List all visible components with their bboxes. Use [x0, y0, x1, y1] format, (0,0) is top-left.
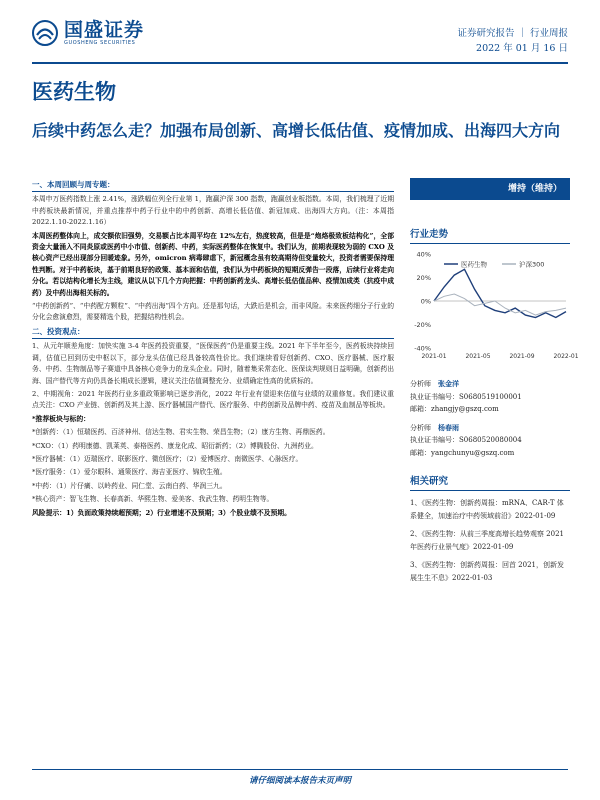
y-tick-label: -20% — [414, 321, 431, 329]
trend-title: 行业走势 — [410, 226, 570, 244]
pick-item: *中药：（1）片仔癀、以岭药业、同仁堂、云南白药、华润三九。 — [32, 481, 227, 490]
related-item[interactable]: 1、《医药生物：创新药周报：mRNA、CAR-T 体系健全，加速治疗中药领域前沿》2022-01-09 — [410, 499, 564, 520]
header-meta — [457, 26, 568, 56]
report-title: 后续中药怎么走？加强布局创新、高增长低估值、疫情加成、出海四大方向 — [32, 121, 561, 140]
analyst-2 — [410, 422, 570, 435]
y-tick-label: 20% — [416, 274, 431, 282]
report-type: 证券研究报告 ｜ 行业周报 — [457, 28, 568, 39]
header-divider — [32, 62, 568, 64]
rating-badge: 增持（维持） — [410, 178, 570, 200]
analyst-label: 分析师 — [410, 423, 431, 432]
related-item[interactable]: 2、《医药生物：从前三季度高增长趋势观察 2021 年医药行业景气度》2022-01-09 — [410, 530, 564, 551]
legend-label: 医药生物 — [461, 260, 487, 269]
y-tick-label: 40% — [416, 250, 431, 259]
section-heading-views: 二、投资观点： — [32, 326, 394, 339]
y-tick-label: -40% — [414, 344, 431, 353]
views-paragraph-1: 1、从元年顺差角度：加快实施 3-4 年医药投资重要，“医保医药”仍是重要主线。2021 年下半年至今，医药板块持续回调，估值已回到历史中枢以下，部分龙头估值已经具备较高性价比。我们继续看好创新药、CXO、医疗器械、医疗服务、中药、生物制品等子赛道中具备核心竞争力的龙头企业。同时，随着集采常态化、医保谈判规则日益明确，创新药出海、国产替代等方向仍具备长期成长逻辑，建议关注估值调整充分、业绩确定性高的优质标的。 — [32, 342, 394, 385]
industry-trend-chart — [410, 248, 579, 368]
analyst-1 — [410, 378, 570, 391]
y-tick-label: 0% — [420, 297, 431, 306]
report-header — [0, 0, 600, 60]
related-item[interactable]: 3、《医药生物：创新药周报：回首 2021，创新发展生生不息》2022-01-03 — [410, 561, 564, 582]
review-paragraph-3: “中药创新药”、“中药配方颗粒”、“中药出海”四个方向。还是那句话，大跌后是机会，而非风险。未来医药细分子行业的分化会愈演愈烈，需要精选个股，把握结构性机会。 — [32, 302, 394, 322]
analyst-name: 张金洋 — [438, 379, 459, 388]
x-tick-label: 2021-01 — [421, 353, 447, 360]
series-line-pharma — [434, 269, 566, 317]
footer-disclaimer: 请仔细阅读本报告末页声明 — [248, 776, 351, 786]
brand-name-cn: 国盛证券 — [64, 19, 145, 41]
review-paragraph-1: 本周申万医药指数上涨 2.41%，涨跌幅位列全行业第 1，跑赢沪深 300 指数，跑赢创业板指数。本周，我们梳理了近期中药板块最新情况，并重点推荐中药子行业中的中药创新、高增长低估值、新冠加成、出海四大方向。（注：本周指 2022.1.10-2022.1.16） — [32, 195, 394, 227]
pick-item: *医疗服务：（1）爱尔眼科、通策医疗、海吉亚医疗、锦欣生殖。 — [32, 468, 227, 477]
x-tick-label: 2021-09 — [509, 353, 535, 360]
analyst-email[interactable]: 邮箱：zhangjy@gszq.com — [410, 405, 499, 413]
report-body — [32, 178, 394, 521]
brand-logo — [32, 20, 144, 46]
pick-item: *核心资产：智飞生物、长春高新、华熙生物、爱美客、我武生物、药明生物等。 — [32, 495, 274, 504]
picks-heading: *推荐板块与标的： — [32, 414, 90, 423]
report-date: 2022 年 01 月 16 日 — [476, 43, 568, 54]
analyst-label: 分析师 — [410, 380, 431, 388]
analyst-email[interactable]: 邮箱：yangchunyu@gszq.com — [410, 448, 515, 457]
x-tick-label: 2021-05 — [465, 353, 491, 360]
risk-warning: 风险提示：1）负面政策持续超预期；2）行业增速不及预期；3）个股业绩不及预期。 — [32, 508, 291, 517]
pick-item: *CXO：（1）药明康德、凯莱英、泰格医药、康龙化成、昭衍新药；（2）博腾股份、九洲药业。 — [32, 441, 318, 450]
analyst-cert: 执业证书编号：S0680520080004 — [410, 436, 522, 444]
views-paragraph-2: 2、中期视角：2021 年医药行业多重政策影响已逐步消化，2022 年行业有望迎来估值与业绩的双重修复。我们建议重点关注：CXO 产业链、创新药及其上游、医疗器械国产替代、医疗服务、中药创新及品牌中药、疫苗及血制品等板块。 — [32, 389, 394, 410]
related-list — [410, 497, 570, 584]
x-tick-label: 2022-01 — [553, 353, 579, 360]
brand-name-en: GUOSHENG SECURITIES — [64, 40, 136, 46]
industry-name: 医药生物 — [32, 80, 116, 104]
related-title: 相关研究 — [410, 473, 570, 491]
pick-item: *创新药：（1）恒瑞医药、百济神州、信达生物、君实生物、荣昌生物；（2）康方生物、再鼎医药。 — [32, 428, 330, 437]
review-paragraph-2: 本周医药整体向上，成交额依旧强势，交易额占比本周平均在 12%左右，热度较高，但是是“炮烙极致板结构化”，全部资金大量涌入不同炎原或医药中小市值、创新药、中药，实际医药整体在恢复中。我们认为，前期表现较为弱的 CXO 及核心资产已经出现部分回暖迹象。另外，omicron 病毒肆虐下，新冠概念虽有较高期待但变量较大，投资者需要保持理性判断。对于中药板块，基于前期良好的政策、基本面和估值，我们认为中药板块的短期反弹告一段落，后续行业将走向分化。若以结构化增长为主线，建议从以下几个方向把握：中药创新药龙头、高增长低估值品种、疫情加成类（抗疫中成药）及中药出海相关标的。 — [32, 231, 394, 297]
footer-divider — [32, 769, 568, 770]
guosheng-logo-icon — [32, 20, 58, 46]
legend-label: 沪深300 — [519, 260, 545, 269]
sidebar — [410, 178, 579, 590]
analyst-name: 杨春雨 — [438, 422, 459, 432]
analyst-block — [410, 378, 570, 459]
analyst-cert: 执业证书编号：S0680519100001 — [410, 392, 522, 401]
pick-item: *医疗器械：（1）迈瑞医疗、联影医疗、微创医疗；（2）爱博医疗、南微医学、心脉医疗。 — [32, 454, 303, 463]
section-heading-review: 一、本周回顾与周专题： — [32, 179, 394, 192]
